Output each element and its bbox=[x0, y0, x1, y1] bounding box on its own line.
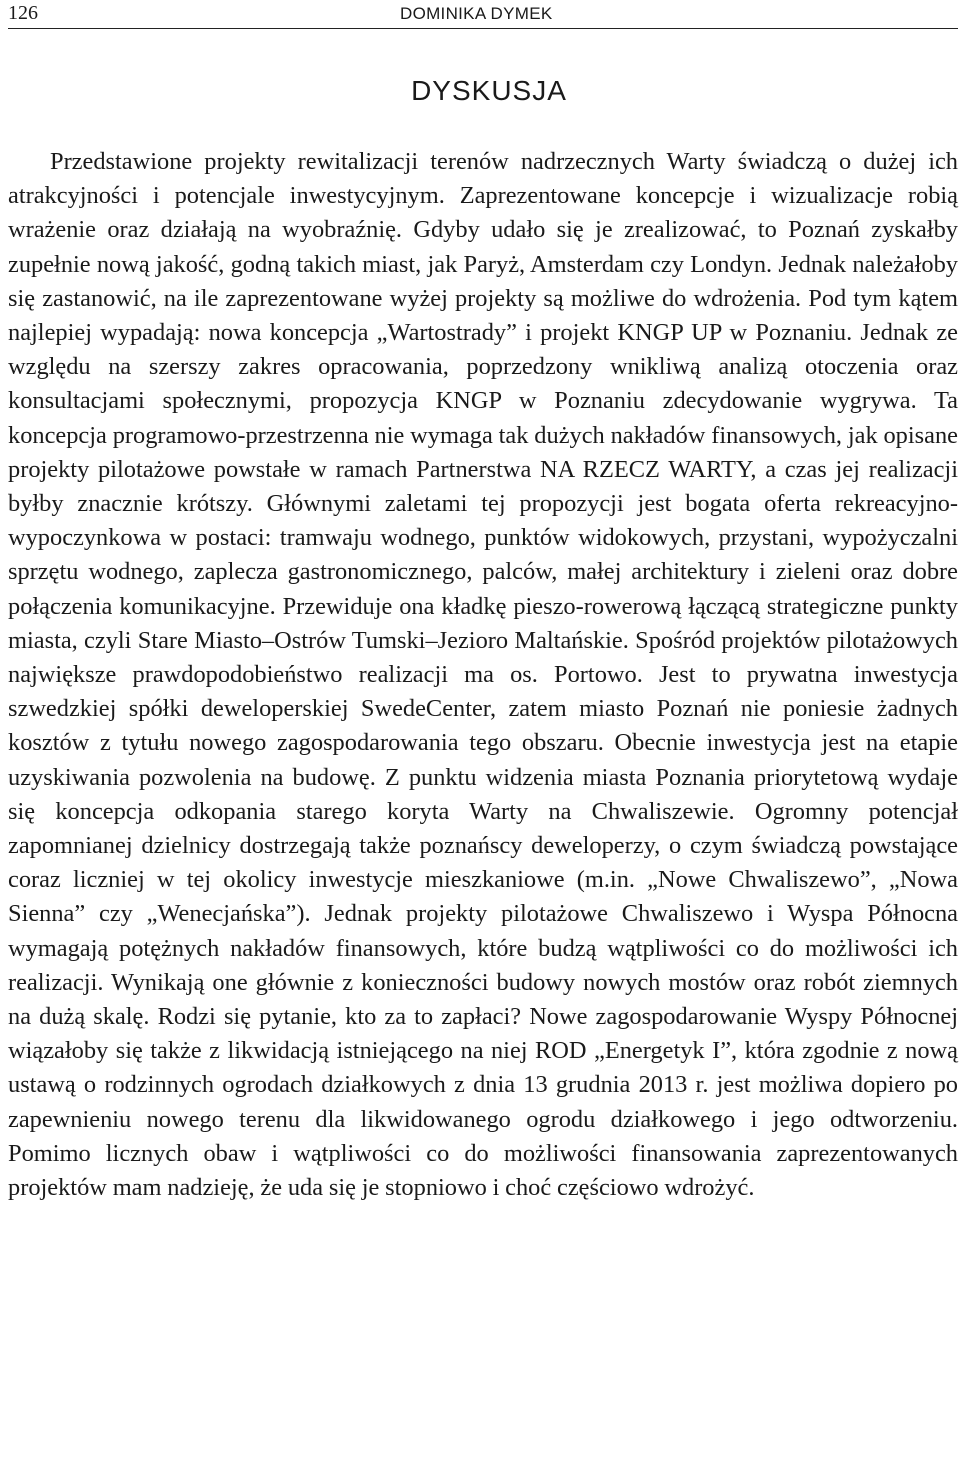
running-header bbox=[8, 0, 958, 29]
running-header-author: DOMINIKA DYMEK bbox=[400, 4, 553, 23]
body-paragraph: Przedstawione projekty rewitalizacji terenów nadrzecznych Warty świadczą o dużej ich atrakcyjności i potencjale inwestycyjnym. Zaprezentowane koncepcje i wizualizacje robią wrażenie oraz działają na wyobraźnię. Gdyby udało się je zrealizować, to Poznań zyskałby zupełnie nową jakość, godną takich miast, jak Paryż, Amsterdam czy Londyn. Jednak należałoby się zastanowić, na ile zaprezentowane wyżej projekty są możliwe do wdrożenia. Pod tym kątem najlepiej wypadają: nowa koncepcja „Wartostrady” i projekt KNGP UP w Poznaniu. Jednak ze względu na szerszy zakres opracowania, poprzedzony wnikliwą analizą otoczenia oraz konsultacjami społecznymi, propozycja KNGP w Poznaniu zdecydowanie wygrywa. Ta koncepcja programowo-przestrzenna nie wymaga tak dużych nakładów finansowych, jak opisane projekty pilotażowe powstałe w ramach Partnerstwa NA RZECZ WARTY, a czas jej realizacji byłby znacznie krótszy. Głównymi zaletami tej propozycji jest bogata oferta rekreacyjno-wypoczynkowa w postaci: tramwaju wodnego, punktów widokowych, przystani, wypożyczalni sprzętu wodnego, zaplecza gastronomicznego, palców, małej architektury i zieleni oraz dobre połączenia komunikacyjne. Przewiduje ona kładkę pieszo-rowerową łączącą strategiczne punkty miasta, czyli Stare Miasto–Ostrów Tumski–Jezioro Maltańskie. Spośród projektów pilotażowych największe prawdopodobieństwo realizacji ma os. Portowo. Jest to prywatna inwestycja szwedzkiej spółki deweloperskiej SwedeCenter, zatem miasto Poznań nie poniesie żadnych kosztów z tytułu nowego zagospodarowania tego obszaru. Obecnie inwestycja jest na etapie uzyskiwania pozwolenia na budowę. Z punktu widzenia miasta Poznania priorytetową wydaje się koncepcja odkopania starego koryta Warty na Chwaliszewie. Ogromny potencjał zapomnianej dzielnicy dostrzegają także poznańscy deweloperzy, o czym świadczą powstające coraz liczniej w tej okolicy inwestycje mieszkaniowe (m.in. „Nowe Chwaliszewo”, „Nowa Sienna” czy „Wenecjańska”). Jednak projekty pilotażowe Chwaliszewo i Wyspa Północna wymagają potężnych nakładów finansowych, które budzą wątpliwości co do możliwości ich realizacji. Wynikają one głównie z konieczności budowy nowych mostów oraz robót ziemnych na dużą skalę. Rodzi się pytanie, kto za to zapłaci? Nowe zagospodarowanie Wyspy Północnej wiązałoby się także z likwidacją istniejącego na niej ROD „Energetyk I”, która zgodnie z nową ustawą o rodzinnych ogrodach działkowych z dnia 13 grudnia 2013 r. jest możliwa dopiero po zapewnieniu nowego terenu dla likwidowanego ogrodu działkowego i jego odtworzeniu. Pomimo licznych obaw i wątpliwości co do możliwości finansowania zaprezentowanych projektów mam nadzieję, że uda się je stopniowo i choć częściowo wdrożyć. bbox=[8, 148, 958, 1202]
document-page bbox=[8, 0, 958, 1460]
section-title: DYSKUSJA bbox=[411, 75, 567, 106]
page-number: 126 bbox=[8, 2, 38, 24]
